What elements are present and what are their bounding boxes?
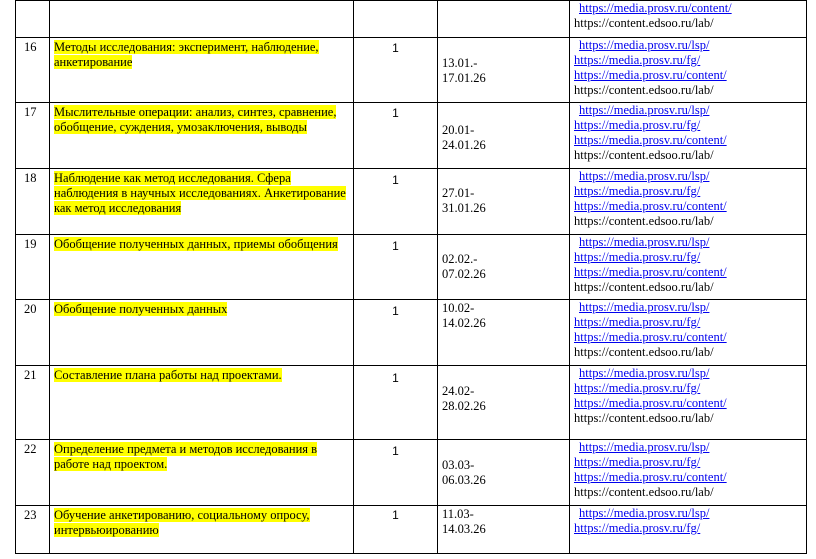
resource-link[interactable]: https://media.prosv.ru/fg/ xyxy=(574,118,701,132)
topic-text: Обобщение полученных данных, приемы обобщения xyxy=(54,237,338,251)
links-cell xyxy=(570,1,807,38)
hours-cell xyxy=(354,506,438,554)
dates-cell xyxy=(438,300,570,366)
hours-value: 1 xyxy=(392,371,399,385)
resource-url-text: https://content.edsoo.ru/lab/ xyxy=(574,485,714,499)
resource-url-text: https://content.edsoo.ru/lab/ xyxy=(574,16,714,30)
resource-link[interactable]: https://media.prosv.ru/content/ xyxy=(579,1,732,15)
topic-cell xyxy=(50,440,354,506)
table-row xyxy=(16,103,807,169)
resource-link[interactable]: https://media.prosv.ru/fg/ xyxy=(574,53,701,67)
date-end: 24.01.26 xyxy=(442,138,486,152)
num-cell xyxy=(16,1,50,38)
row-number: 22 xyxy=(16,440,50,506)
date-start: 10.02- xyxy=(442,301,475,315)
resource-link[interactable]: https://media.prosv.ru/content/ xyxy=(574,330,727,344)
links-cell xyxy=(570,38,807,103)
resource-url-text: https://content.edsoo.ru/lab/ xyxy=(574,411,714,425)
resource-link[interactable]: https://media.prosv.ru/lsp/ xyxy=(579,366,710,380)
resource-url-text: https://content.edsoo.ru/lab/ xyxy=(574,148,714,162)
topic-text: Определение предмета и методов исследования в работе над проектом. xyxy=(54,442,318,471)
resource-link[interactable]: https://media.prosv.ru/content/ xyxy=(574,68,727,82)
table-row xyxy=(16,440,807,506)
topic-cell xyxy=(50,103,354,169)
dates-cell xyxy=(438,366,570,440)
resource-link[interactable]: https://media.prosv.ru/lsp/ xyxy=(579,38,710,52)
date-start: 02.02.- xyxy=(442,252,478,266)
date-end: 06.03.26 xyxy=(442,473,486,487)
resource-link[interactable]: https://media.prosv.ru/lsp/ xyxy=(579,300,710,314)
resource-link[interactable]: https://media.prosv.ru/fg/ xyxy=(574,455,701,469)
hours-value: 1 xyxy=(392,239,399,253)
hours-cell xyxy=(354,38,438,103)
links-cell xyxy=(570,506,807,554)
links-cell xyxy=(570,300,807,366)
row-number: 18 xyxy=(16,169,50,235)
resource-url-text: https://content.edsoo.ru/lab/ xyxy=(574,214,714,228)
lesson-plan-table xyxy=(15,0,807,554)
links-cell xyxy=(570,169,807,235)
row-number: 17 xyxy=(16,103,50,169)
dates-cell xyxy=(438,38,570,103)
hours-value: 1 xyxy=(392,508,399,522)
hours-value: 1 xyxy=(392,444,399,458)
links-cell xyxy=(570,235,807,300)
table-row xyxy=(16,300,807,366)
topic-text: Обобщение полученных данных xyxy=(54,302,228,316)
resource-link[interactable]: https://media.prosv.ru/content/ xyxy=(574,265,727,279)
row-number: 21 xyxy=(16,366,50,440)
dates-cell xyxy=(438,235,570,300)
resource-url-text: https://content.edsoo.ru/lab/ xyxy=(574,280,714,294)
dates-cell xyxy=(438,1,570,38)
date-end: 31.01.26 xyxy=(442,201,486,215)
topic-cell xyxy=(50,235,354,300)
date-start: 20.01- xyxy=(442,123,475,137)
topic-cell xyxy=(50,506,354,554)
date-start: 11.03- xyxy=(442,507,474,521)
resource-link[interactable]: https://media.prosv.ru/lsp/ xyxy=(579,169,710,183)
hours-cell xyxy=(354,235,438,300)
topic-text: Методы исследования: эксперимент, наблюдение, анкетирование xyxy=(54,40,319,69)
topic-text: Наблюдение как метод исследования. Сфера наблюдения в научных исследованиях. Анкетирование как метод исследования xyxy=(54,171,346,215)
resource-link[interactable]: https://media.prosv.ru/content/ xyxy=(574,470,727,484)
date-start: 27.01- xyxy=(442,186,475,200)
row-number: 23 xyxy=(16,506,50,554)
topic-cell xyxy=(50,300,354,366)
resource-link[interactable]: https://media.prosv.ru/content/ xyxy=(574,133,727,147)
table-row xyxy=(16,235,807,300)
date-end: 14.03.26 xyxy=(442,522,486,536)
hours-cell xyxy=(354,103,438,169)
resource-link[interactable]: https://media.prosv.ru/fg/ xyxy=(574,184,701,198)
hours-value: 1 xyxy=(392,173,399,187)
resource-link[interactable]: https://media.prosv.ru/fg/ xyxy=(574,315,701,329)
resource-link[interactable]: https://media.prosv.ru/fg/ xyxy=(574,381,701,395)
links-cell xyxy=(570,440,807,506)
dates-cell xyxy=(438,169,570,235)
date-end: 17.01.26 xyxy=(442,71,486,85)
date-start: 03.03- xyxy=(442,458,475,472)
table-row xyxy=(16,506,807,554)
resource-link[interactable]: https://media.prosv.ru/content/ xyxy=(574,199,727,213)
resource-link[interactable]: https://media.prosv.ru/fg/ xyxy=(574,521,701,535)
resource-link[interactable]: https://media.prosv.ru/content/ xyxy=(574,396,727,410)
resource-url-text: https://content.edsoo.ru/lab/ xyxy=(574,83,714,97)
resource-link[interactable]: https://media.prosv.ru/fg/ xyxy=(574,250,701,264)
date-end: 28.02.26 xyxy=(442,399,486,413)
hours-value: 1 xyxy=(392,304,399,318)
hours-cell xyxy=(354,300,438,366)
date-start: 13.01.- xyxy=(442,56,478,70)
resource-link[interactable]: https://media.prosv.ru/lsp/ xyxy=(579,506,710,520)
topic-cell xyxy=(50,1,354,38)
row-number: 16 xyxy=(16,38,50,103)
links-cell xyxy=(570,103,807,169)
dates-cell xyxy=(438,506,570,554)
topic-text: Обучение анкетированию, социальному опросу, интервьюированию xyxy=(54,508,310,537)
links-cell xyxy=(570,366,807,440)
resource-link[interactable]: https://media.prosv.ru/lsp/ xyxy=(579,103,710,117)
row-number: 19 xyxy=(16,235,50,300)
hours-value: 1 xyxy=(392,106,399,120)
dates-cell xyxy=(438,103,570,169)
date-end: 14.02.26 xyxy=(442,316,486,330)
topic-cell xyxy=(50,169,354,235)
topic-text: Составление плана работы над проектами. xyxy=(54,368,282,382)
hours-cell xyxy=(354,1,438,38)
resource-link[interactable]: https://media.prosv.ru/lsp/ xyxy=(579,440,710,454)
hours-cell xyxy=(354,169,438,235)
hours-value: 1 xyxy=(392,41,399,55)
date-end: 07.02.26 xyxy=(442,267,486,281)
topic-text: Мыслительные операции: анализ, синтез, сравнение, обобщение, суждения, умозаключения, выводы xyxy=(54,105,337,134)
date-start: 24.02- xyxy=(442,384,475,398)
hours-cell xyxy=(354,440,438,506)
table-row-top xyxy=(16,1,807,38)
hours-cell xyxy=(354,366,438,440)
resource-link[interactable]: https://media.prosv.ru/lsp/ xyxy=(579,235,710,249)
table-row xyxy=(16,169,807,235)
topic-cell xyxy=(50,38,354,103)
resource-url-text: https://content.edsoo.ru/lab/ xyxy=(574,345,714,359)
row-number: 20 xyxy=(16,300,50,366)
table-row xyxy=(16,366,807,440)
topic-cell xyxy=(50,366,354,440)
dates-cell xyxy=(438,440,570,506)
table-row xyxy=(16,38,807,103)
